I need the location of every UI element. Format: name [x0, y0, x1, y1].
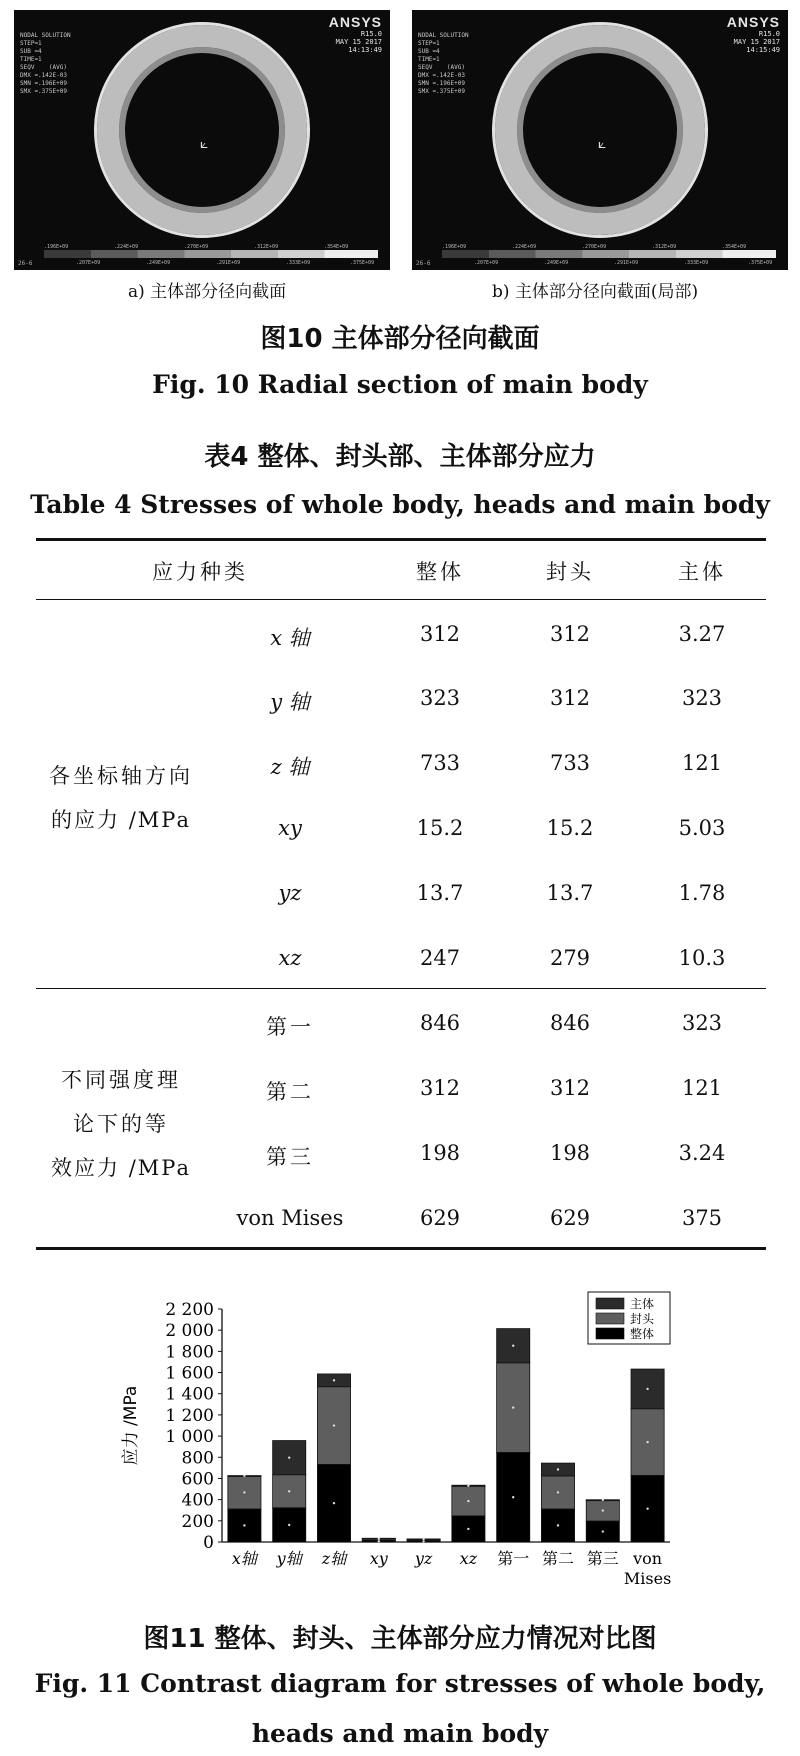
- bar-value-dot: [602, 1499, 604, 1501]
- table-group-label: 各坐标轴方向: [49, 764, 193, 788]
- bar-value-dot: [288, 1490, 290, 1492]
- subfigure-caption-b: b) 主体部分径向截面(局部): [492, 282, 699, 302]
- contour-legend-bar: [442, 250, 776, 258]
- figure-10-caption-en: Fig. 10 Radial section of main body: [152, 370, 648, 399]
- table-row-label: von Mises: [236, 1206, 344, 1230]
- table-cell: 1.78: [678, 881, 726, 905]
- legend-label: 整体: [630, 1327, 655, 1341]
- x-tick-label: 第一: [497, 1549, 530, 1568]
- table-cell: 733: [419, 751, 461, 775]
- legend-label: .354E+09: [324, 244, 349, 250]
- bar-value-dot: [646, 1507, 648, 1509]
- axis-triad-icon: ⟀: [598, 136, 607, 152]
- y-tick-label: 1 400: [165, 1384, 214, 1405]
- table-header-rule: [36, 599, 766, 600]
- table-group-label: 的应力 /MPa: [51, 808, 191, 832]
- table-cell: 312: [549, 1076, 591, 1100]
- bar-value-dot: [467, 1500, 469, 1502]
- bar-value-dot: [602, 1530, 604, 1532]
- legend-swatch: [596, 1298, 624, 1309]
- ansys-plot-b: [412, 10, 788, 270]
- y-tick-label: 2 000: [165, 1321, 214, 1342]
- table-header-cell: 封头: [546, 560, 594, 584]
- x-tick-label: y轴: [276, 1549, 302, 1568]
- bar-value-dot: [512, 1406, 514, 1408]
- bar-value-dot: [602, 1509, 604, 1511]
- legend-label: .354E+09: [722, 244, 747, 250]
- legend-label: 主体: [630, 1297, 655, 1311]
- table-cell: 846: [549, 1011, 591, 1035]
- table-row-label: y 轴: [270, 690, 310, 714]
- legend-label: .207E+09: [474, 260, 499, 266]
- bar-value-dot: [288, 1524, 290, 1526]
- bar-value-dot: [288, 1456, 290, 1458]
- table-row-label: 第二: [266, 1080, 314, 1104]
- x-tick-label: xz: [459, 1549, 478, 1568]
- x-tick-label: x轴: [231, 1549, 257, 1568]
- table-cell: 3.24: [678, 1141, 726, 1165]
- legend-label: .224E+09: [512, 244, 537, 250]
- legend-label: .249E+09: [146, 260, 171, 266]
- plot-footer: 26-6: [18, 260, 33, 267]
- axis-triad-icon: ⟀: [200, 136, 209, 152]
- table-cell: 312: [419, 1076, 461, 1100]
- bar-value-dot: [557, 1468, 559, 1470]
- bar-value-dot: [333, 1379, 335, 1381]
- ansys-header-text: NODAL SOLUTION STEP=1 SUB =4 TIME=1 SEQV (AVG) DMX =.142E-03 SMN =.196E+09 SMX =.375E+09: [20, 32, 71, 95]
- legend-label: .249E+09: [544, 260, 569, 266]
- x-tick-label: 第三: [586, 1549, 619, 1568]
- table-cell: 375: [681, 1206, 723, 1230]
- table-cell: 312: [549, 686, 591, 710]
- x-tick-label: z轴: [321, 1549, 347, 1568]
- bar-value-dot: [243, 1475, 245, 1477]
- figure-10-caption-zh: 图10 主体部分径向截面: [260, 324, 540, 354]
- y-tick-label: 200: [181, 1511, 214, 1532]
- table-cell: 733: [549, 751, 591, 775]
- bar-value-dot: [557, 1524, 559, 1526]
- table-top-rule: [36, 538, 766, 541]
- legend-label: .196E+09: [442, 244, 467, 250]
- table-4-title-zh: 表4 整体、封头部、主体部分应力: [204, 442, 596, 472]
- table-cell: 15.2: [546, 816, 594, 840]
- legend-label: .375E+09: [350, 260, 375, 266]
- table-cell: 121: [681, 1076, 723, 1100]
- bar-value-dot: [422, 1538, 424, 1540]
- plot-footer: 26-6: [416, 260, 431, 267]
- cross-section-ring: [97, 25, 307, 235]
- y-tick-label: 600: [181, 1469, 214, 1490]
- legend-label: .291E+09: [216, 260, 241, 266]
- bar-value-dot: [333, 1502, 335, 1504]
- table-row-label: yz: [278, 881, 302, 905]
- bar-value-dot: [243, 1524, 245, 1526]
- table-group-rule: [36, 988, 766, 989]
- table-4-title-en: Table 4 Stresses of whole body, heads and main body: [30, 490, 770, 519]
- table-row-label: x 轴: [270, 626, 310, 650]
- legend-label: .375E+09: [748, 260, 773, 266]
- table-header-cell: 整体: [416, 560, 464, 584]
- x-tick-label: xy: [369, 1549, 388, 1568]
- table-cell: 15.2: [416, 816, 464, 840]
- y-tick-label: 0: [203, 1533, 214, 1553]
- y-tick-label: 1 600: [165, 1363, 214, 1384]
- legend-label: .196E+09: [44, 244, 69, 250]
- table-row-label: xz: [278, 946, 302, 970]
- x-tick-label: Mises: [623, 1569, 672, 1588]
- bar-value-dot: [333, 1424, 335, 1426]
- table-cell: 13.7: [416, 881, 464, 905]
- table-header-cell: 主体: [678, 560, 726, 584]
- y-tick-label: 800: [181, 1448, 214, 1469]
- ansys-logo: ANSYS R15.0 MAY 15 2017 14:15:49: [726, 14, 780, 54]
- bar-value-dot: [512, 1496, 514, 1498]
- bar-value-dot: [646, 1388, 648, 1390]
- table-cell: 323: [681, 1011, 723, 1035]
- y-tick-label: 1 200: [165, 1405, 214, 1426]
- table-group-label: 论下的等: [73, 1112, 169, 1136]
- y-tick-label: 2 200: [165, 1300, 214, 1320]
- contour-legend-bar: [44, 250, 378, 258]
- bar-value-dot: [646, 1441, 648, 1443]
- x-tick-label: von: [633, 1549, 663, 1568]
- table-row-label: z 轴: [270, 755, 310, 779]
- table-cell: 312: [419, 622, 461, 646]
- table-cell: 3.27: [678, 622, 726, 646]
- table-cell: 247: [419, 946, 461, 970]
- figure-11-caption-en-line1: Fig. 11 Contrast diagram for stresses of whole body,: [34, 1669, 766, 1698]
- table-cell: 13.7: [546, 881, 594, 905]
- y-tick-label: 1 000: [165, 1427, 214, 1448]
- bar-value-dot: [467, 1528, 469, 1530]
- bar-value-dot: [512, 1344, 514, 1346]
- table-cell: 121: [681, 751, 723, 775]
- legend-label: .312E+09: [652, 244, 677, 250]
- legend-swatch: [596, 1313, 624, 1324]
- legend-label: .270E+09: [184, 244, 209, 250]
- y-axis-label: 应力 /MPa: [121, 1385, 141, 1466]
- ansys-logo: ANSYS R15.0 MAY 15 2017 14:13:49: [328, 14, 382, 54]
- table-bottom-rule: [36, 1247, 766, 1250]
- table-cell: 629: [419, 1206, 461, 1230]
- table-row-label: xy: [278, 816, 302, 840]
- table-row-label: 第三: [266, 1145, 314, 1169]
- cross-section-ring: [495, 25, 705, 235]
- table-cell: 279: [549, 946, 591, 970]
- table-cell: 5.03: [678, 816, 726, 840]
- legend-label: .224E+09: [114, 244, 139, 250]
- legend-label: 封头: [630, 1312, 655, 1326]
- table-row-label: 第一: [266, 1015, 314, 1039]
- x-tick-label: yz: [414, 1549, 433, 1568]
- table-cell: 323: [681, 686, 723, 710]
- bar-value-dot: [378, 1537, 380, 1539]
- legend-label: .270E+09: [582, 244, 607, 250]
- table-cell: 10.3: [678, 946, 726, 970]
- legend-label: .207E+09: [76, 260, 101, 266]
- table-cell: 629: [549, 1206, 591, 1230]
- x-tick-label: 第二: [541, 1549, 575, 1568]
- table-header-cell: 应力种类: [152, 560, 248, 584]
- legend-label: .333E+09: [684, 260, 709, 266]
- stacked-bar-chart: [0, 1280, 800, 1610]
- y-tick-label: 1 800: [165, 1342, 214, 1363]
- legend-label: .333E+09: [286, 260, 311, 266]
- ansys-header-text: NODAL SOLUTION STEP=1 SUB =4 TIME=1 SEQV (AVG) DMX =.142E-03 SMN =.196E+09 SMX =.375E+09: [418, 32, 469, 95]
- table-cell: 312: [549, 622, 591, 646]
- bar-value-dot: [467, 1485, 469, 1487]
- table-group-label: 不同强度理: [61, 1068, 181, 1092]
- legend-label: .312E+09: [254, 244, 279, 250]
- legend-label: .291E+09: [614, 260, 639, 266]
- legend-swatch: [596, 1328, 624, 1339]
- table-group-label: 效应力 /MPa: [51, 1156, 191, 1180]
- table-cell: 198: [419, 1141, 461, 1165]
- ansys-plot-a: [14, 10, 390, 270]
- y-tick-label: 400: [181, 1490, 214, 1511]
- table-cell: 846: [419, 1011, 461, 1035]
- bar-value-dot: [557, 1491, 559, 1493]
- table-cell: 198: [549, 1141, 591, 1165]
- subfigure-caption-a: a) 主体部分径向截面: [128, 282, 287, 302]
- table-cell: 323: [419, 686, 461, 710]
- bar-value-dot: [243, 1491, 245, 1493]
- figure-11-caption-zh: 图11 整体、封头、主体部分应力情况对比图: [143, 1624, 657, 1654]
- figure-11-caption-en-line2: heads and main body: [251, 1719, 549, 1748]
